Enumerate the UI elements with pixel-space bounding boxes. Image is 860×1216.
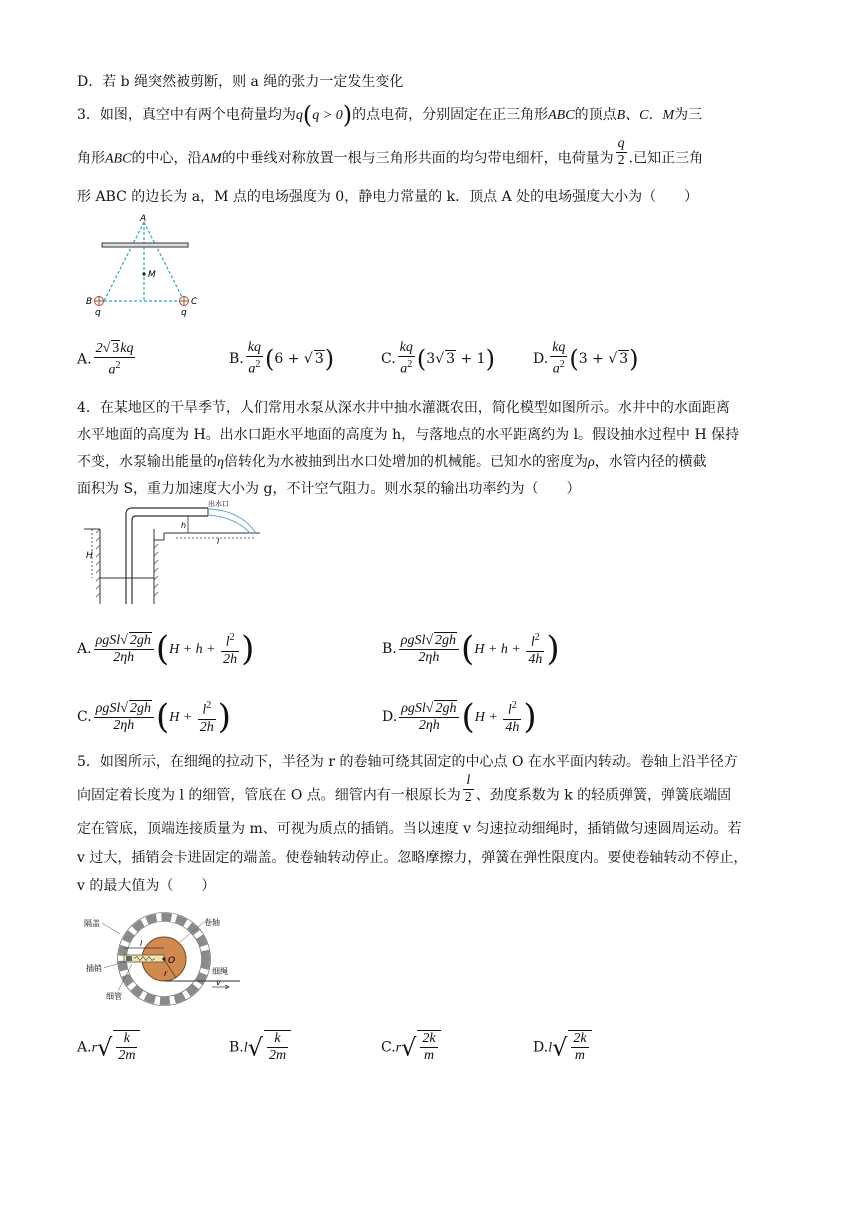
svg-text:插销: 插销 — [86, 964, 102, 973]
q3-option-a[interactable]: A. $\frac{2√ 3kq}{a^2}$ — [77, 341, 134, 378]
svg-text:隔盖: 隔盖 — [84, 919, 100, 928]
svg-text:h: h — [181, 521, 187, 530]
svg-text:卷轴: 卷轴 — [204, 918, 220, 927]
q4-line2: 水平地面的高度为 H。出水口距水平地面的高度为 h，与落地点的水平距离约为 l。假设抽水过程中 H 保持 — [77, 427, 740, 443]
svg-text:A: A — [140, 214, 147, 224]
svg-text:q: q — [181, 308, 187, 317]
q4-line4: 面积为 S，重力加速度大小为 g，不计空气阻力。则水泵的输出功率约为（ ） — [77, 481, 581, 497]
q5-line5: v 的最大值为（ ） — [77, 878, 216, 894]
q3-line1: 3．如图，真空中有两个电荷量均为q(q > 0)的点电荷，分别固定在正三角形ABC的顶点B、C．M为三 — [77, 101, 703, 129]
option-d-statement: D．若 b 绳突然被剪断，则 a 绳的张力一定发生变化 — [77, 74, 404, 90]
svg-text:M: M — [148, 270, 156, 280]
q4-option-c[interactable]: C. $\frac{\text{ρgSl√ 2gh}}{2\eta h}$ (H + $\frac{l^2}{2h}$ ) — [77, 696, 232, 737]
svg-text:细管: 细管 — [106, 992, 122, 1001]
svg-text:q: q — [95, 308, 101, 317]
svg-text:l: l — [140, 939, 143, 948]
q5-line1: 5．如图所示，在细绳的拉动下，半径为 r 的卷轴可绕其固定的中心点 O 在水平面内转动。卷轴上沿半径方 — [77, 754, 738, 770]
q3-option-b[interactable]: B. $\frac{kq}{a^2}$ (6 + √ 3) — [229, 340, 335, 377]
q4-option-a[interactable]: A. $\frac{\text{ρgSl√ 2gh}}{2\eta h}$ (H + h + $\frac{l^2}{2h}$ ) — [77, 628, 255, 669]
svg-text:出水口: 出水口 — [208, 500, 229, 508]
svg-text:r: r — [164, 969, 168, 978]
q5-option-c[interactable]: C.r√ $\frac{2k}{m}$ — [381, 1030, 441, 1064]
q5-reel-figure — [80, 906, 245, 1006]
q4-line1: 4．在某地区的干旱季节，人们常用水泵从深水井中抽水灌溉农田，简化模型如图所示。水井中的水面距离 — [77, 400, 730, 416]
q5-option-b[interactable]: B.l√ $\frac{k}{2m}$ — [229, 1030, 291, 1064]
q4-option-b[interactable]: B. $\frac{\text{ρgSl√ 2gh}}{2\eta h}$ (H + h + $\frac{l^2}{4h}$ ) — [382, 628, 560, 669]
svg-text:C: C — [191, 297, 198, 307]
svg-text:O: O — [168, 956, 176, 966]
q4-line3: 不变，水泵输出能量的η倍转化为水被抽到出水口处增加的机械能。已知水的密度为ρ，水管内径的横截 — [77, 454, 707, 470]
q5-line4: v 过大，插销会卡进固定的端盖。使卷轴转动停止。忽略摩擦力，弹簧在弹性限度内。要使卷轴转动不停止， — [77, 850, 748, 866]
q3-option-c[interactable]: C. $\frac{kq}{a^2}$ (3√ 3 + 1) — [381, 340, 495, 377]
q3-option-d[interactable]: D. $\frac{kq}{a^2}$ (3 + √ 3) — [533, 340, 639, 377]
q4-option-d[interactable]: D. $\frac{\text{ρgSl√ 2gh}}{2\eta h}$ (H + $\frac{l^2}{4h}$ ) — [382, 696, 537, 737]
svg-text:B: B — [86, 297, 93, 307]
svg-text:v: v — [216, 978, 221, 987]
q5-line3: 定在管底，顶端连接质量为 m、可视为质点的插销。当以速度 v 匀速拉动细绳时，插销做匀速圆周运动。若 — [77, 821, 742, 837]
q5-option-a[interactable]: A.r√ $\frac{k}{2m}$ — [77, 1030, 140, 1064]
q3-line2: 角形ABC的中心，沿AM的中垂线对称放置一根与三角形共面的均匀带电细杆，电荷量为 $\frac{q}{2}$ .已知正三角 — [77, 136, 704, 168]
q5-line2: 向固定着长度为 l 的细管，管底在 O 点。细管内有一根原长为 $\frac{l}{2}$ 、劲度系数为 k 的轻质弹簧，弹簧底端固 — [77, 773, 732, 805]
q3-triangle-figure — [82, 212, 212, 317]
q5-option-d[interactable]: D.l√ $\frac{2k}{m}$ — [533, 1030, 592, 1064]
q3-line3: 形 ABC 的边长为 a，M 点的电场强度为 0，静电力常量的 k．顶点 A 处的电场强度大小为（ ） — [77, 189, 699, 205]
svg-text:H: H — [86, 551, 93, 561]
svg-text:l: l — [217, 537, 220, 546]
svg-text:细绳: 细绳 — [212, 967, 228, 976]
q4-pump-figure — [80, 500, 270, 606]
